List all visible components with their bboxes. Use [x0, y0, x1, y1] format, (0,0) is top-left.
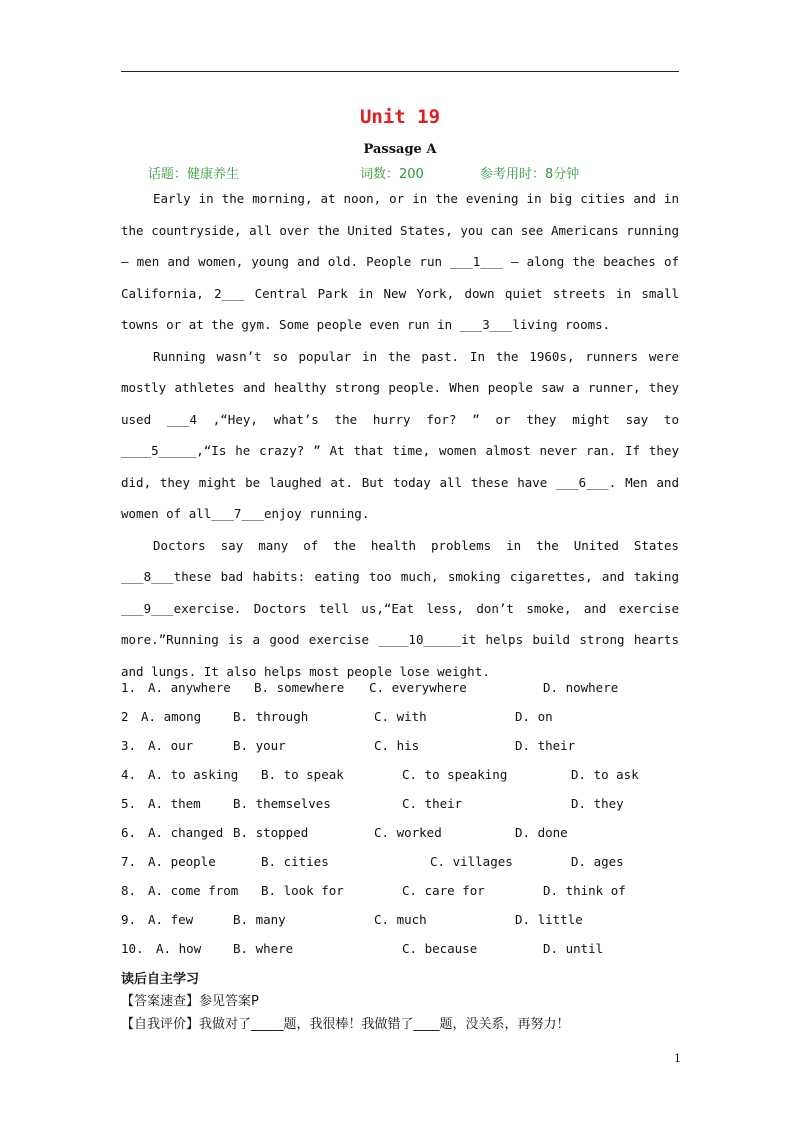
- passage-body: [121, 183, 679, 687]
- self-evaluation-line: 【自我评价】我做对了_____题，我很棒！我做错了____题，没关系，再努力！: [121, 1017, 570, 1032]
- option-row: [121, 705, 679, 734]
- option-c: C. care for: [402, 883, 485, 898]
- option-a: A. anywhere: [148, 680, 231, 695]
- question-number: 5.: [121, 796, 137, 811]
- option-row: [121, 879, 679, 908]
- option-b: B. stopped: [233, 825, 309, 840]
- option-c: C. because: [402, 941, 478, 956]
- page-number: 1: [674, 1052, 681, 1065]
- options-list: [121, 676, 679, 966]
- option-d: D. little: [515, 912, 583, 927]
- option-a: A. few: [148, 912, 194, 927]
- word-count: 词数：200: [360, 167, 424, 182]
- option-c: C. with: [374, 709, 427, 724]
- option-c: C. everywhere: [369, 680, 467, 695]
- option-c: C. much: [374, 912, 427, 927]
- paragraph-2: Running wasn’t so popular in the past. In the 1960s, runners were mostly athletes and healthy strong people. When people saw a runner, they used ___4 ,“Hey, what’s the hurry for? ” or they might say to ____5_____,“Is he crazy? ” At that time, women almost never ran. If they did, they might be laughed at. But today all these have ___6___. Men and women of all___7___enjoy running.: [121, 348, 679, 521]
- option-row: [121, 734, 679, 763]
- self-study-section: [121, 968, 681, 1036]
- paragraph-1: Early in the morning, at noon, or in the evening in big cities and in the countryside, all over the United States, you can see Americans running — men and women, young and old. People run ___1___ — along the beaches of California, 2___ Central Park in New York, down quiet streets in small towns or at the gym. Some people even run in ___3___living rooms.: [121, 191, 679, 332]
- option-row: [121, 676, 679, 705]
- answer-lookup-line: 【答案速查】参见答案P: [121, 994, 259, 1009]
- question-number: 4.: [121, 767, 137, 782]
- passage-title: Passage A: [363, 142, 437, 157]
- option-b: B. your: [233, 738, 286, 753]
- option-d: D. ages: [571, 854, 624, 869]
- option-c: C. villages: [430, 854, 513, 869]
- reading-time: 参考用时：8分钟: [480, 167, 580, 182]
- option-a: A. come from: [148, 883, 239, 898]
- option-b: B. cities: [261, 854, 329, 869]
- option-c: C. worked: [374, 825, 442, 840]
- option-c: C. to speaking: [402, 767, 508, 782]
- option-a: A. people: [148, 854, 216, 869]
- self-study-heading: 读后自主学习: [121, 972, 200, 987]
- option-a: A. to asking: [148, 767, 239, 782]
- option-a: A. how: [156, 941, 202, 956]
- option-row: [121, 821, 679, 850]
- option-b: B. many: [233, 912, 286, 927]
- option-d: D. done: [515, 825, 568, 840]
- question-number: 2: [121, 709, 129, 724]
- top-rule: [121, 71, 679, 72]
- option-row: [121, 908, 679, 937]
- option-b: B. to speak: [261, 767, 344, 782]
- option-b: B. look for: [261, 883, 344, 898]
- option-row: [121, 763, 679, 792]
- option-b: B. somewhere: [254, 680, 345, 695]
- question-number: 8.: [121, 883, 137, 898]
- option-d: D. nowhere: [543, 680, 619, 695]
- topic-label: 话题：健康养生: [148, 167, 240, 182]
- question-number: 3.: [121, 738, 137, 753]
- option-d: D. their: [515, 738, 576, 753]
- unit-title: Unit 19: [359, 106, 441, 128]
- option-a: A. among: [141, 709, 202, 724]
- question-number: 9.: [121, 912, 137, 927]
- option-a: A. changed: [148, 825, 224, 840]
- option-b: B. themselves: [233, 796, 331, 811]
- option-d: D. think of: [543, 883, 626, 898]
- option-c: C. their: [402, 796, 463, 811]
- option-row: [121, 937, 679, 966]
- option-row: [121, 850, 679, 879]
- option-row: [121, 792, 679, 821]
- option-d: D. they: [571, 796, 624, 811]
- question-number: 7.: [121, 854, 137, 869]
- question-number: 1.: [121, 680, 137, 695]
- option-a: A. them: [148, 796, 201, 811]
- option-d: D. until: [543, 941, 604, 956]
- question-number: 6.: [121, 825, 137, 840]
- paragraph-3: Doctors say many of the health problems in the United States ___8___these bad habits: eating too much, smoking cigarettes, and taking ___9___exercise. Doctors tell us,“Eat less, don’t smoke, and exercise more.”Running is a good exercise ____10_____it helps build strong hearts and lungs. It also helps most people lose weight.: [121, 537, 679, 679]
- option-b: B. through: [233, 709, 309, 724]
- option-c: C. his: [374, 738, 420, 753]
- question-number: 10.: [121, 941, 144, 956]
- option-d: D. to ask: [571, 767, 639, 782]
- option-a: A. our: [148, 738, 194, 753]
- option-d: D. on: [515, 709, 553, 724]
- option-b: B. where: [233, 941, 294, 956]
